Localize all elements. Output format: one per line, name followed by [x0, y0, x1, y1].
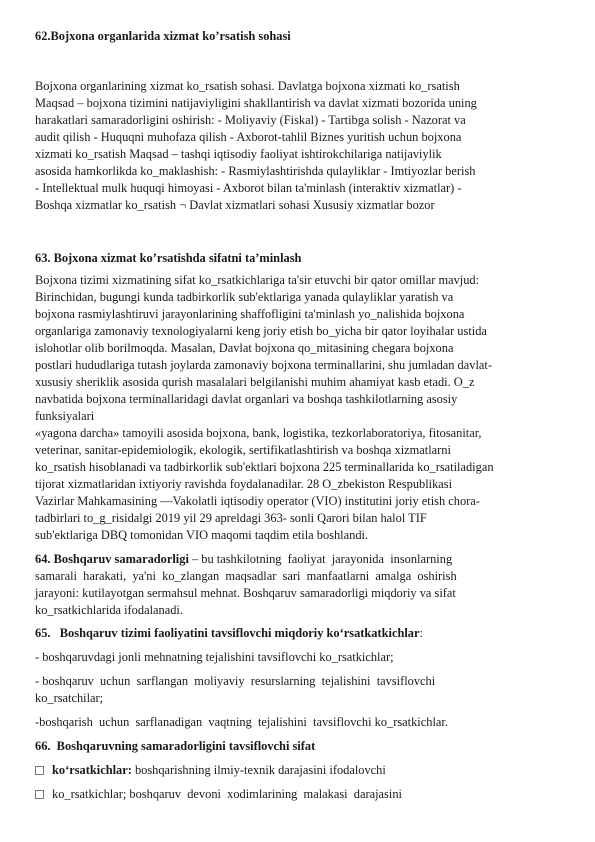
section-63-line: veterinar, sanitar-epidemiologik, ekologik, sertifikatlashtirish va boshqa xizmatlarni — [35, 443, 451, 457]
checkbox-bullet-icon — [35, 790, 44, 799]
section-66-item — [35, 762, 386, 778]
section-63-line: «yagona darcha» tamoyili asosida bojxona, bank, logistika, tezkorlaboratoriya, fitosanitar, — [35, 426, 482, 440]
section-63-line: ko_rsatish hisoblanadi va tadbirkorlik sub'ektlari bojxona 225 terminallarida ko_rsatiladigan — [35, 460, 494, 474]
section-65-line: - boshqaruvdagi jonli mehnatning tejalishini tavsiflovchi ko_rsatkichlar; — [35, 650, 394, 664]
section-64-line — [35, 551, 452, 567]
section-66-item-term: ko‘rsatkichlar: — [52, 763, 132, 777]
section-65-line: ko_rsatchilar; — [35, 691, 104, 705]
section-63-line: postlari hududlariga tutash joylarda zamonaviy bojxona terminallarini, shu jumladan davlat- — [35, 358, 492, 372]
section-66-heading: 66. Boshqaruvning samaradorligini tavsiflovchi sifat — [35, 739, 316, 753]
section-62-line: harakatlari samaradorligini oshirish: - Moliyaviy (Fiskal) - Tartibga solish - Nazorat va — [35, 113, 466, 127]
section-65-heading-line — [35, 625, 423, 641]
checkbox-bullet-icon — [35, 766, 44, 775]
section-63-line: Bojxona tizimi xizmatining sifat ko_rsatkichlariga ta'sir etuvchi bir qator omillar mavjud: — [35, 273, 480, 287]
section-64-line: samarali harakati, ya'ni ko_zlangan maqsadlar sari manfaatlarni amalga oshirish — [35, 569, 457, 583]
section-62-line: xizmati ko_rsatish Maqsad – tashqi iqtisodiy faoliyat ishtirokchilariga natijaviylik — [35, 147, 442, 161]
section-63-heading: 63. Bojxona xizmat ko’rsatishda sifatni ta’minlash — [35, 251, 302, 265]
section-62-line: - Intellektual mulk huquqi himoyasi - Axborot bilan ta'minlash (interaktiv xizmatlar) - — [35, 181, 462, 195]
section-64-text: – bu tashkilotning faoliyat jarayonida insonlarning — [188, 552, 453, 566]
section-63-line: Birinchidan, bugungi kunda tadbirkorlik sub'ektlariga yanada qulayliklar yaratish va — [35, 290, 454, 304]
section-63-line: tijorat xizmatlaridan ixtiyoriy ravishda foydalanadilar. 28 O_zbekiston Respublikasi — [35, 477, 453, 491]
section-62-line: audit qilish - Huquqni muhofaza qilish - Axborot-tahlil Biznes yuritish uchun bojxona — [35, 130, 462, 144]
section-63-line: bojxona rasmiylashtiruvi jarayonlarining shaffofligini ta'minlash yo_nalishida bojxona — [35, 307, 465, 321]
section-65-heading: 65. Boshqaruv tizimi faoliyatini tavsiflovchi miqdoriy ko‘rsatkatkichlar — [35, 626, 420, 640]
section-63-line: islohotlar olib borilmoqda. Masalan, Davlat bojxona qo_mitasining chegara bojxona — [35, 341, 454, 355]
section-63-line: tadbirlari to_g_risidalgi 2019 yil 29 apreldagi 363- sonli Qarori bilan halol TIF — [35, 511, 427, 525]
section-66-item-text: boshqarishning ilmiy-texnik darajasini ifodalovchi — [131, 763, 386, 777]
section-66-item-text: ko_rsatkichlar; boshqaruv devoni xodimlarining malakasi darajasini — [52, 787, 402, 801]
section-64-line: jarayoni: kutilayotgan sermahsul mehnat. Boshqaruv samaradorligi miqdoriy va sifat — [35, 586, 456, 600]
section-65-line: - boshqaruv uchun sarflangan moliyaviy resurslarning tejalishini tavsiflovchi — [35, 674, 436, 688]
section-63-line: funksiyalari — [35, 409, 95, 423]
section-62-line: Bojxona organlarining xizmat ko_rsatish sohasi. Davlatga bojxona xizmati ko_rsatish — [35, 79, 460, 93]
section-63-line: sub'ektlariga DBQ tomonidan VIO maqomi taqdim etila boshlandi. — [35, 528, 369, 542]
section-64-number: 64. — [35, 552, 51, 566]
section-63-line: organlariga zamonaviy texnologiyalarni keng joriy etish bo_yicha bir qator loyihalar ustida — [35, 324, 487, 338]
section-63-line: navbatida bojxona terminallaridagi davlat organlari va boshqa tashkilotlarning asosiy — [35, 392, 458, 406]
section-63-line: Vazirlar Mahkamasining —Vakolatli iqtisodiy operator (VIO) institutini joriy etish chora- — [35, 494, 480, 508]
section-64-term: Boshqaruv samaradorligi — [53, 552, 189, 566]
section-63-line: xususiy sheriklik asosida qurish masalalari belgilanishi muhim ahamiyat kasb etadi. O_z — [35, 375, 475, 389]
section-62-heading: 62.Bojxona organlarida xizmat ko’rsatish sohasi — [35, 29, 291, 43]
section-65-line: -boshqarish uchun sarflanadigan vaqtning tejalishini tavsiflovchi ko_rsatkichlar. — [35, 715, 448, 729]
section-64-line: ko_rsatkichlarida ifodalanadi. — [35, 603, 183, 617]
section-66-item — [35, 786, 402, 802]
section-62-line: asosida hamkorlikda ko_maklashish: - Rasmiylashtirishda qulayliklar - Imtiyozlar berish — [35, 164, 476, 178]
section-65-colon: : — [419, 626, 423, 640]
section-62-line: Boshqa xizmatlar ko_rsatish ¬ Davlat xizmatlari sohasi Xususiy xizmatlar bozor — [35, 198, 435, 212]
section-62-line: Maqsad – bojxona tizimini natijaviyligini shakllantirish va davlat xizmati bozorida uning — [35, 96, 477, 110]
